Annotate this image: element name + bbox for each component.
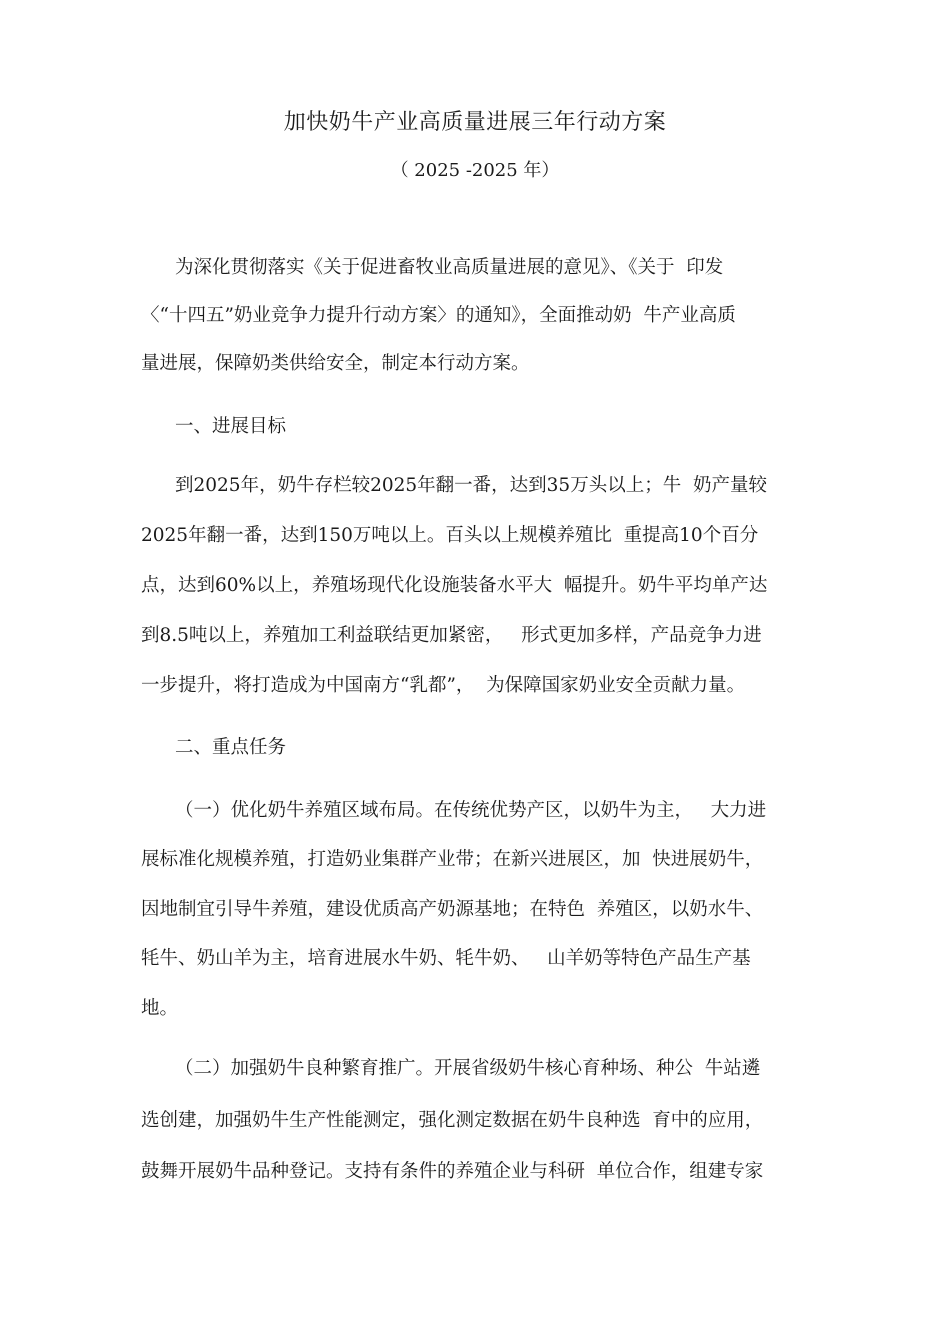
paragraph-intro-line-2: 〈“十四五”奶业竞争力提升行动方案〉的通知》，全面推动奶 牛产业高质 — [141, 305, 736, 326]
paragraph-task1-line-1: （一）优化奶牛养殖区域布局。在传统优势产区，以奶牛为主， 大力进 — [175, 800, 767, 821]
document-subtitle: （ 2025 -2025 年） — [390, 160, 560, 181]
paragraph-intro-line-3: 量进展，保障奶类供给安全，制定本行动方案。 — [141, 353, 530, 374]
paragraph-task1-line-2: 展标准化规模养殖，打造奶业集群产业带；在新兴进展区，加 快进展奶牛， — [141, 849, 764, 870]
paragraph-goals-line-4: 到8.5吨以上，养殖加工利益联结更加紧密， 形式更加多样，产品竞争力进 — [141, 625, 762, 646]
section-heading-tasks: 二、重点任务 — [175, 737, 287, 758]
paragraph-intro-line-1: 为深化贯彻落实《关于促进畜牧业高质量进展的意见》、《关于 印发 — [175, 257, 724, 278]
paragraph-task1-line-5: 地。 — [141, 998, 179, 1019]
paragraph-task1-line-3: 因地制宜引导牛养殖，建设优质高产奶源基地；在特色 养殖区，以奶水牛、 — [141, 899, 764, 920]
section-heading-goals: 一、进展目标 — [175, 416, 287, 437]
document-title: 加快奶牛产业高质量进展三年行动方案 — [283, 110, 667, 135]
paragraph-task1-line-4: 牦牛、奶山羊为主，培育进展水牛奶、牦牛奶、 山羊奶等特色产品生产基 — [141, 948, 751, 969]
paragraph-task2-line-3: 鼓舞开展奶牛品种登记。支持有条件的养殖企业与科研 单位合作，组建专家 — [141, 1161, 764, 1182]
paragraph-task2-line-1: （二）加强奶牛良种繁育推广。开展省级奶牛核心育种场、种公 牛站遴 — [175, 1058, 761, 1079]
paragraph-goals-line-3: 点，达到60%以上，养殖场现代化设施装备水平大 幅提升。奶牛平均单产达 — [141, 575, 768, 596]
paragraph-goals-line-2: 2025年翻一番，达到150万吨以上。百头以上规模养殖比 重提高10个百分 — [141, 525, 759, 546]
paragraph-goals-line-5: 一步提升，将打造成为中国南方“乳都”， 为保障国家奶业安全贡献力量。 — [141, 675, 746, 696]
paragraph-task2-line-2: 选创建，加强奶牛生产性能测定，强化测定数据在奶牛良种选 育中的应用， — [141, 1110, 764, 1131]
paragraph-goals-line-1: 到2025年，奶牛存栏较2025年翻一番，达到35万头以上；牛 奶产量较 — [175, 475, 767, 496]
